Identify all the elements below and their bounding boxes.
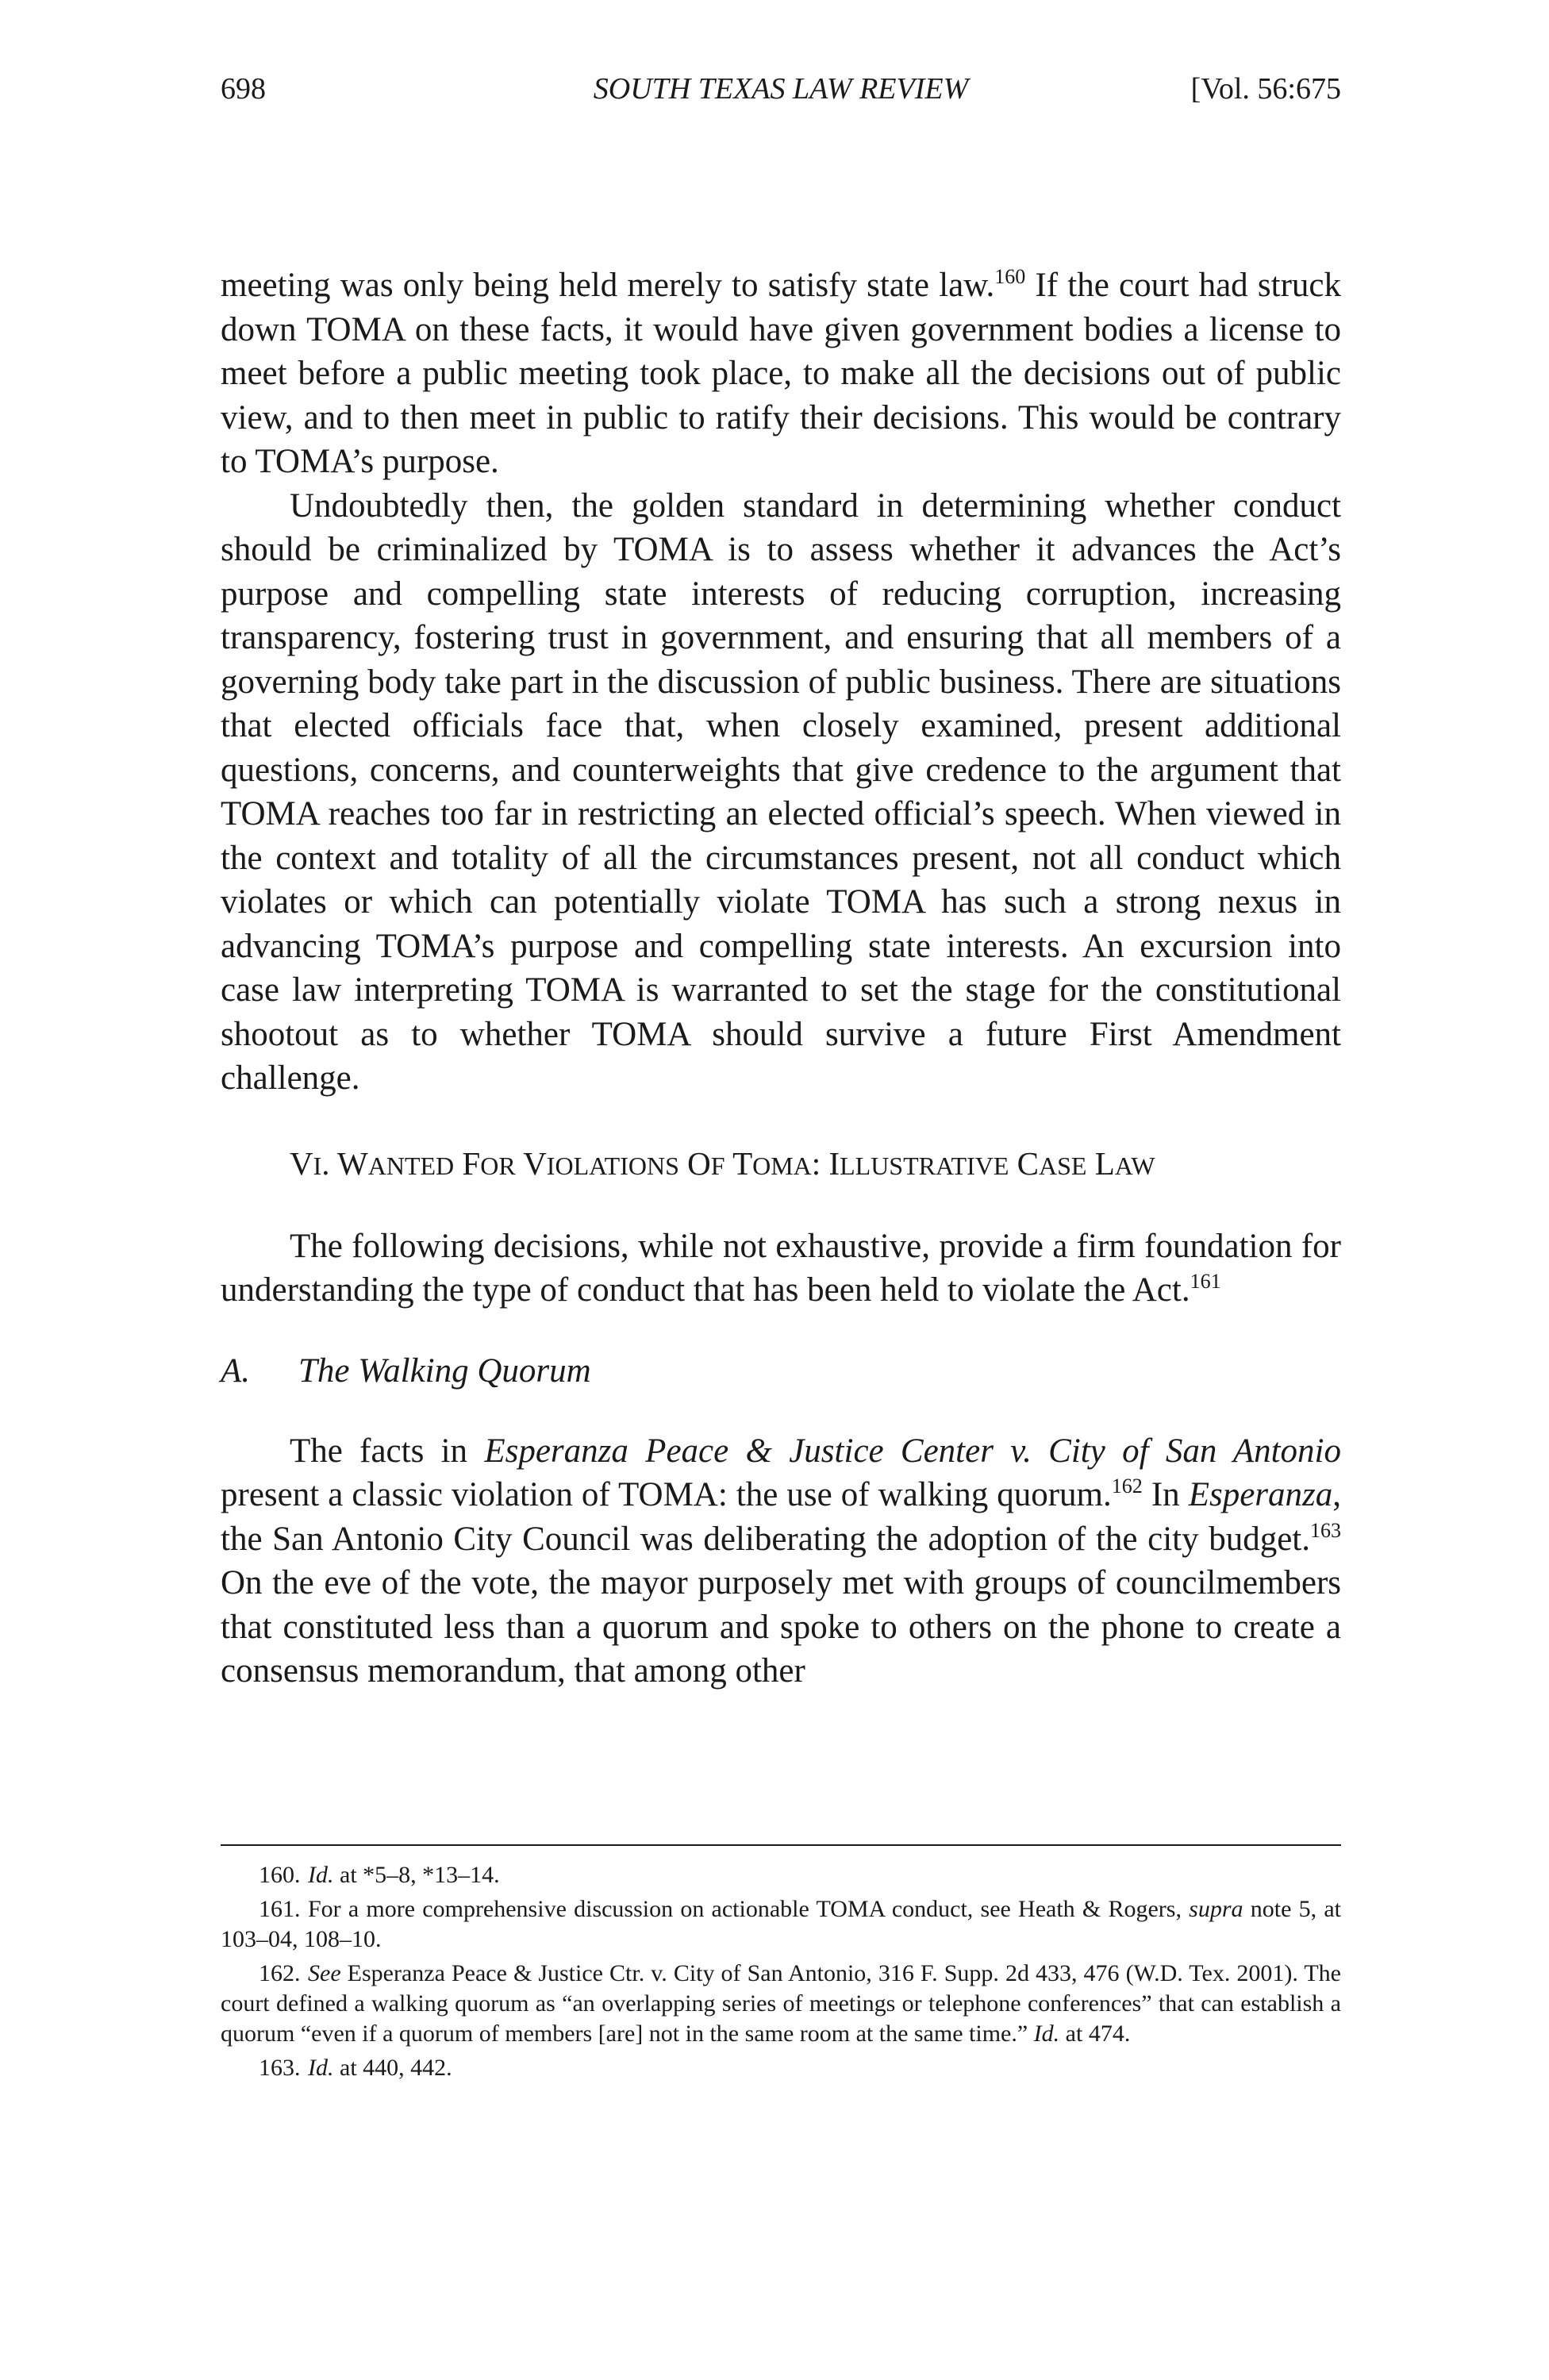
paragraph-golden-standard: Undoubtedly then, the golden standard in determining whether conduct should be criminalized by TOMA is to assess whether it advances the Act’s purpose and compelling state interests of reducing corruption, increasing transparency, fostering trust in government, and ensuring that all members of a governing body take part in the discussion of public business. There are situations that elected officials face that, when closely examined, present additional questions, concerns, and counterweights that give credence to the argument that TOMA reaches too far in restricting an elected official’s speech. When viewed in the context and totality of all the circumstances present, not all conduct which violates or which can potentially violate TOMA has such a strong nexus in advancing TOMA’s purpose and compelling state interests. An excursion into case law interpreting TOMA is warranted to set the stage for the constitutional shootout as to whether TOMA should survive a future First Amendment challenge. — [221, 486, 1341, 1097]
footnote-163: 163. Id. at 440, 442. — [221, 2053, 1341, 2083]
footnotes — [221, 1860, 1341, 2087]
footnote-ref-163[interactable]: 163 — [1310, 1518, 1341, 1542]
paragraph-continued: meeting was only being held merely to satisfy state law.$^{160}$ If the court had struck down TOMA on these facts, it would have given government bodies a license to meet before a public meeting took place, to make all the decisions out of public view, and to then meet in public to ratify their decisions. This would be contrary to TOMA’s purpose. — [221, 264, 1341, 480]
case-short-name: Esperanza — [1188, 1476, 1333, 1513]
page-number: 698 — [221, 72, 266, 106]
journal-title: SOUTH TEXAS LAW REVIEW — [593, 72, 969, 106]
case-name: Esperanza Peace & Justice Center v. City of San Antonio — [484, 1432, 1341, 1470]
footnote-ref-160[interactable]: 160 — [994, 264, 1026, 288]
footnote-ref-161[interactable]: 161 — [1190, 1269, 1221, 1293]
section-heading: VI. WANTED FOR VIOLATIONS OF TOMA: ILLUSTRATIVE CASE LAW — [290, 1144, 1155, 1182]
footnote-162: 162. See Esperanza Peace & Justice Ctr. v. City of San Antonio, 316 F. Supp. 2d 433, 476 (W.D. Tex. 2001). The court defined a walking quorum as “an overlapping series of meetings or telephone conferences” that can establish a quorum “even if a quorum of members [are] not in the same room at the same time.” Id. at 474. — [221, 1960, 1341, 2047]
footnote-number: 161. — [259, 1896, 301, 1922]
subsection-heading — [221, 1349, 1341, 1393]
body-text — [221, 263, 1341, 1694]
footnote-160: 160. Id. at *5–8, *13–14. — [221, 1860, 1341, 1890]
paragraph-decisions-intro: The following decisions, while not exhaustive, provide a firm foundation for understanding the type of conduct that has been held to violate the Act.$^{161}$ — [221, 1227, 1341, 1309]
volume-citation: [Vol. 56:675 — [1190, 72, 1341, 106]
subsection-letter: A. — [221, 1351, 251, 1390]
paragraph-esperanza: The facts in Esperanza Peace & Justice Center v. City of San Antonio present a classic violation of TOMA: the use of walking quorum.$^{162}$ In Esperanza, the San Antonio City Council was deliberating the adoption of the city budget.$^{163}$ On the eve of the vote, the mayor purposely met with groups of councilmembers that constituted less than a quorum and spoke to others on the phone to create a consensus memorandum, that among other — [221, 1432, 1341, 1690]
footnote-161: 161. For a more comprehensive discussion on actionable TOMA conduct, see Heath & Rogers, supra note 5, at 103–04, 108–10. — [221, 1896, 1341, 1952]
footnote-separator — [221, 1844, 1341, 1846]
running-header — [221, 65, 1341, 113]
footnote-number: 162. — [259, 1960, 301, 1986]
footnote-number: 160. — [259, 1862, 301, 1888]
subsection-title: The Walking Quorum — [298, 1351, 591, 1390]
footnote-number: 163. — [259, 2055, 301, 2081]
footnote-ref-162[interactable]: 162 — [1111, 1474, 1143, 1498]
